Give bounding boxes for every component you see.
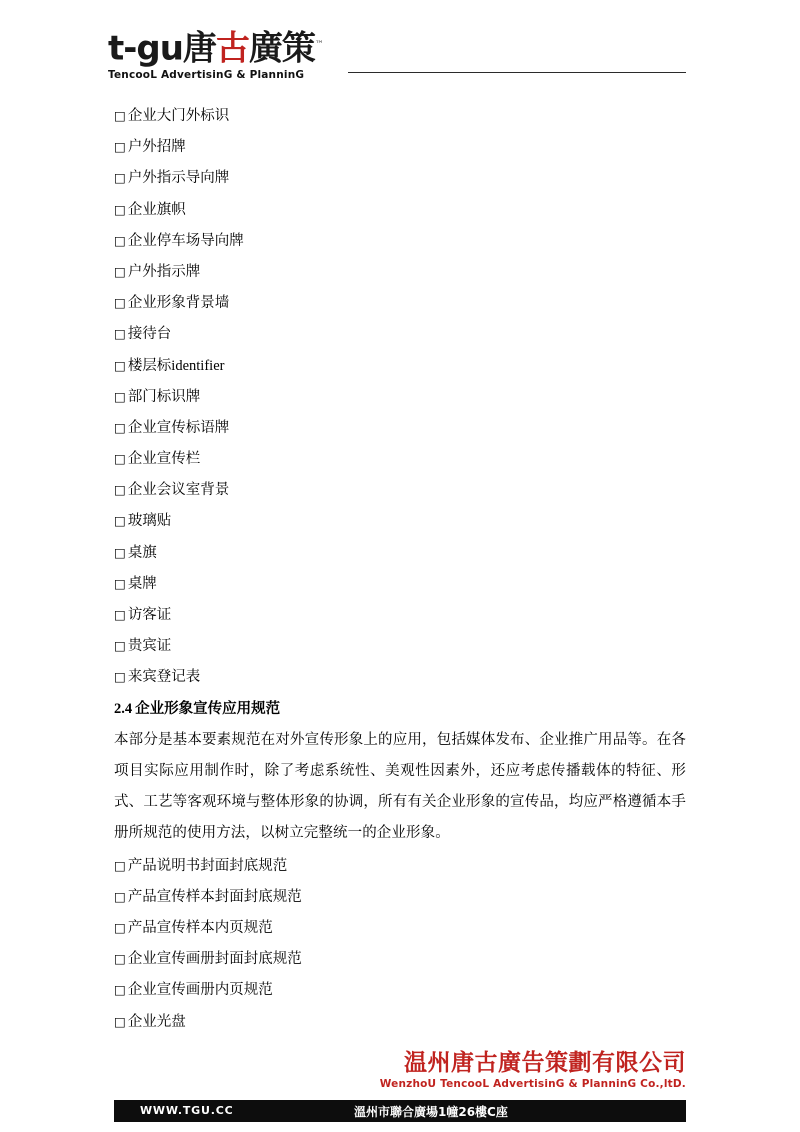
list-item bbox=[114, 443, 686, 474]
list-item-label: 企业宣传标语牌 bbox=[127, 419, 230, 436]
list-item-label: 企业宣传栏 bbox=[127, 451, 201, 468]
list-item-label: 企业大门外标识 bbox=[127, 108, 230, 124]
list-item bbox=[114, 350, 686, 381]
logo-wordmark bbox=[108, 26, 348, 67]
checkbox-icon: □ bbox=[114, 419, 126, 435]
list-item bbox=[114, 1006, 686, 1037]
logo-tagline: TencooL AdvertisinG & PlanninG bbox=[108, 69, 305, 82]
list-item-label: 产品宣传样本内页规范 bbox=[127, 919, 273, 936]
footer-company-cn: 温州唐古廣告策劃有限公司 bbox=[404, 1050, 686, 1076]
section-heading bbox=[114, 694, 686, 725]
list-item bbox=[114, 225, 686, 256]
list-item-label: 户外指示牌 bbox=[127, 263, 201, 280]
checkbox-icon: □ bbox=[114, 919, 126, 935]
list-item-label: 产品说明书封面封底规范 bbox=[127, 857, 288, 874]
list-item bbox=[114, 412, 686, 443]
list-item bbox=[114, 194, 686, 225]
list-item-label: 企业停车场导向牌 bbox=[127, 232, 244, 249]
list-item bbox=[114, 162, 686, 193]
checkbox-icon: □ bbox=[114, 388, 126, 404]
list-item bbox=[114, 943, 686, 974]
checkbox-icon: □ bbox=[114, 295, 126, 311]
logo-latin-gu: gu bbox=[136, 28, 183, 69]
section-paragraph: 本部分是基本要素规范在对外宣传形象上的应用，包括媒体发布、企业推广用品等。在各项目实际应用制作时，除了考虑系统性、美观性因素外，还应考虑传播载体的特征、形式、工艺等客观环境与整体形象的协调，所有有关企业形象的宣传品，均应严格遵循本手册所规范的使用方法，以树立完整统一的企业形象。 bbox=[114, 731, 686, 842]
list-item-label: 接待台 bbox=[127, 326, 172, 343]
checkbox-icon: □ bbox=[114, 638, 126, 654]
checklist-bottom bbox=[114, 850, 686, 1037]
checkbox-icon: □ bbox=[114, 170, 126, 186]
footer-company-en: WenzhoU TencooL AdvertisinG & PlanninG Co.,ltD. bbox=[379, 1078, 686, 1090]
list-item-label: 玻璃贴 bbox=[127, 513, 172, 530]
list-item bbox=[114, 474, 686, 505]
checkbox-icon: □ bbox=[114, 607, 126, 622]
list-item-label: 户外招牌 bbox=[127, 139, 186, 156]
logo-cn-rest: 廣策 bbox=[248, 28, 315, 69]
list-item bbox=[114, 850, 686, 881]
checkbox-icon: □ bbox=[114, 888, 126, 904]
checkbox-icon: □ bbox=[114, 513, 126, 529]
checklist-top bbox=[114, 100, 686, 693]
checkbox-icon: □ bbox=[114, 201, 126, 217]
list-item-label: 企业旗帜 bbox=[127, 201, 186, 218]
list-item bbox=[114, 974, 686, 1005]
list-item-label: 企业会议室背景 bbox=[127, 482, 230, 499]
page-header bbox=[0, 0, 800, 92]
footer-contact-bar bbox=[114, 1100, 686, 1122]
section-number: 2.4 bbox=[114, 700, 133, 717]
checkbox-icon: □ bbox=[114, 263, 126, 279]
checkbox-icon: □ bbox=[114, 544, 126, 560]
section-title: 企业形象宣传应用规范 bbox=[135, 700, 281, 717]
checkbox-icon: □ bbox=[114, 357, 126, 373]
list-item-label: 户外指示导向牌 bbox=[127, 170, 230, 187]
checkbox-icon: □ bbox=[114, 951, 126, 967]
list-item bbox=[114, 100, 686, 131]
header-divider bbox=[348, 72, 686, 73]
list-item bbox=[114, 630, 686, 661]
list-item bbox=[114, 318, 686, 349]
list-item-label: 桌旗 bbox=[127, 544, 157, 561]
list-item-label: 企业宣传画册内页规范 bbox=[127, 982, 273, 999]
checkbox-icon: □ bbox=[114, 451, 126, 467]
checkbox-icon: □ bbox=[114, 575, 126, 591]
footer-website: WWW.TGU.CC bbox=[140, 1104, 234, 1117]
checkbox-icon: □ bbox=[114, 326, 126, 342]
list-item bbox=[114, 256, 686, 287]
checkbox-icon: □ bbox=[114, 232, 126, 248]
list-item-label: 楼层标identifier bbox=[127, 357, 225, 374]
list-item bbox=[114, 568, 686, 599]
list-item bbox=[114, 912, 686, 943]
list-item bbox=[114, 881, 686, 912]
list-item bbox=[114, 505, 686, 536]
list-item bbox=[114, 131, 686, 162]
footer-address: 溫州市聯合廣場1幢26樓C座 bbox=[354, 1105, 508, 1119]
trademark-icon: ™ bbox=[314, 40, 323, 50]
list-item-label: 访客证 bbox=[127, 607, 172, 623]
list-item bbox=[114, 381, 686, 412]
list-item-label: 来宾登记表 bbox=[127, 669, 201, 686]
checkbox-icon: □ bbox=[114, 669, 126, 685]
list-item-label: 企业光盘 bbox=[127, 1013, 186, 1030]
logo-cn-red: 古 bbox=[215, 28, 249, 69]
list-item-label: 部门标识牌 bbox=[127, 388, 201, 405]
checkbox-icon: □ bbox=[114, 482, 126, 498]
logo-cn-first: 唐 bbox=[182, 28, 216, 69]
page-footer bbox=[0, 1040, 800, 1132]
logo-latin-t: t- bbox=[108, 28, 137, 69]
list-item bbox=[114, 599, 686, 630]
document-body bbox=[114, 100, 686, 1037]
list-item-label: 产品宣传样本封面封底规范 bbox=[127, 888, 302, 905]
checkbox-icon: □ bbox=[114, 1013, 126, 1029]
list-item-label: 企业宣传画册封面封底规范 bbox=[127, 951, 302, 968]
list-item-label: 桌牌 bbox=[127, 575, 157, 592]
checkbox-icon: □ bbox=[114, 108, 126, 123]
checkbox-icon: □ bbox=[114, 857, 126, 873]
company-logo bbox=[108, 26, 348, 84]
list-item-label: 贵宾证 bbox=[127, 638, 172, 655]
checkbox-icon: □ bbox=[114, 982, 126, 998]
checkbox-icon: □ bbox=[114, 139, 126, 155]
list-item-label: 企业形象背景墙 bbox=[127, 295, 230, 312]
list-item bbox=[114, 661, 686, 692]
list-item bbox=[114, 537, 686, 568]
footer-company-block bbox=[380, 1050, 686, 1090]
list-item bbox=[114, 287, 686, 318]
